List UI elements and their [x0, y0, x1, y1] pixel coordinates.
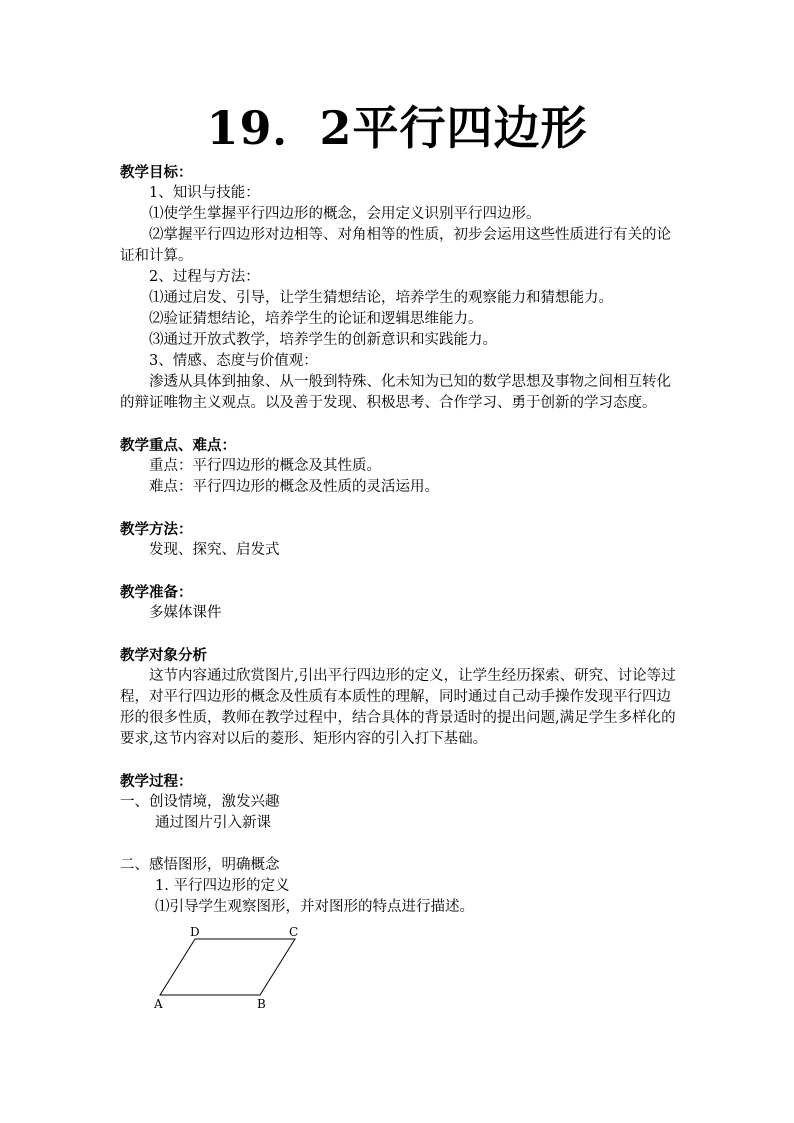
- analysis-heading: 教学对象分析: [120, 647, 207, 664]
- document-title: 19．2平行四边形: [206, 101, 588, 155]
- methods-text: 发现、探究、启发式: [149, 542, 280, 558]
- vertex-label-a: A: [154, 997, 163, 1011]
- objectives-heading: 教学目标：: [120, 164, 193, 181]
- keypoint-difficult: 难点：平行四边形的概念及性质的灵活运用。: [149, 479, 439, 495]
- keypoint-key: 重点：平行四边形的概念及其性质。: [149, 458, 381, 474]
- vertex-label-c: C: [289, 925, 299, 939]
- objective-section-2: 2、过程与方法：: [149, 269, 260, 285]
- objective-3-text: 渗透从具体到抽象、从一般到特殊、化未知为已知的数学思想及事物之间相互转化的辩证唯物主义观点。以及善于发现、积极思考、合作学习、勇于创新的学习态度。: [120, 374, 671, 411]
- vertex-label-d: D: [190, 925, 200, 939]
- methods-heading: 教学方法：: [120, 521, 193, 538]
- objective-2-2: ⑵验证猜想结论，培养学生的论证和逻辑思维能力。: [149, 311, 483, 327]
- objective-2-1: ⑴通过启发、引导，让学生猜想结论，培养学生的观察能力和猜想能力。: [149, 290, 613, 306]
- process-step-2: 二、感悟图形，明确概念: [120, 857, 280, 873]
- objective-section-3: 3、情感、态度与价值观：: [149, 353, 318, 369]
- vertex-label-b: B: [257, 997, 266, 1011]
- parallelogram-shape: [160, 939, 295, 995]
- objective-1-2: ⑵掌握平行四边形对边相等、对角相等的性质，初步会运用这些性质进行有关的论证和计算。: [120, 227, 671, 264]
- objective-section-1: 1、知识与技能：: [149, 185, 260, 201]
- parallelogram-figure: [150, 925, 310, 1015]
- analysis-text: 这节内容通过欣赏图片,引出平行四边形的定义，让学生经历探索、研究、讨论等过程，对平行四边形的概念及性质有本质性的理解，同时通过自己动手操作发现平行四边形的很多性质，教师在教学过程中，结合具体的背景适时的提出问题,满足学生多样化的要求,这节内容对以后的菱形、矩形内容的引入打下基础。: [120, 668, 676, 747]
- process-step-2-1-1: ⑴引导学生观察图形，并对图形的特点进行描述。: [155, 899, 474, 915]
- process-step-1: 一、创设情境，激发兴趣: [120, 794, 280, 810]
- process-step-1-text: 通过图片引入新课: [155, 815, 271, 831]
- objective-1-1: ⑴使学生掌握平行四边形的概念，会用定义识别平行四边形。: [149, 206, 541, 222]
- keypoints-heading: 教学重点、难点：: [120, 437, 236, 454]
- objective-2-3: ⑶通过开放式教学，培养学生的创新意识和实践能力。: [149, 332, 497, 348]
- document-body: [120, 162, 680, 918]
- process-heading: 教学过程：: [120, 773, 193, 790]
- prep-heading: 教学准备：: [120, 584, 193, 601]
- process-step-2-1: 1. 平行四边形的定义: [155, 878, 290, 894]
- prep-text: 多媒体课件: [149, 605, 222, 621]
